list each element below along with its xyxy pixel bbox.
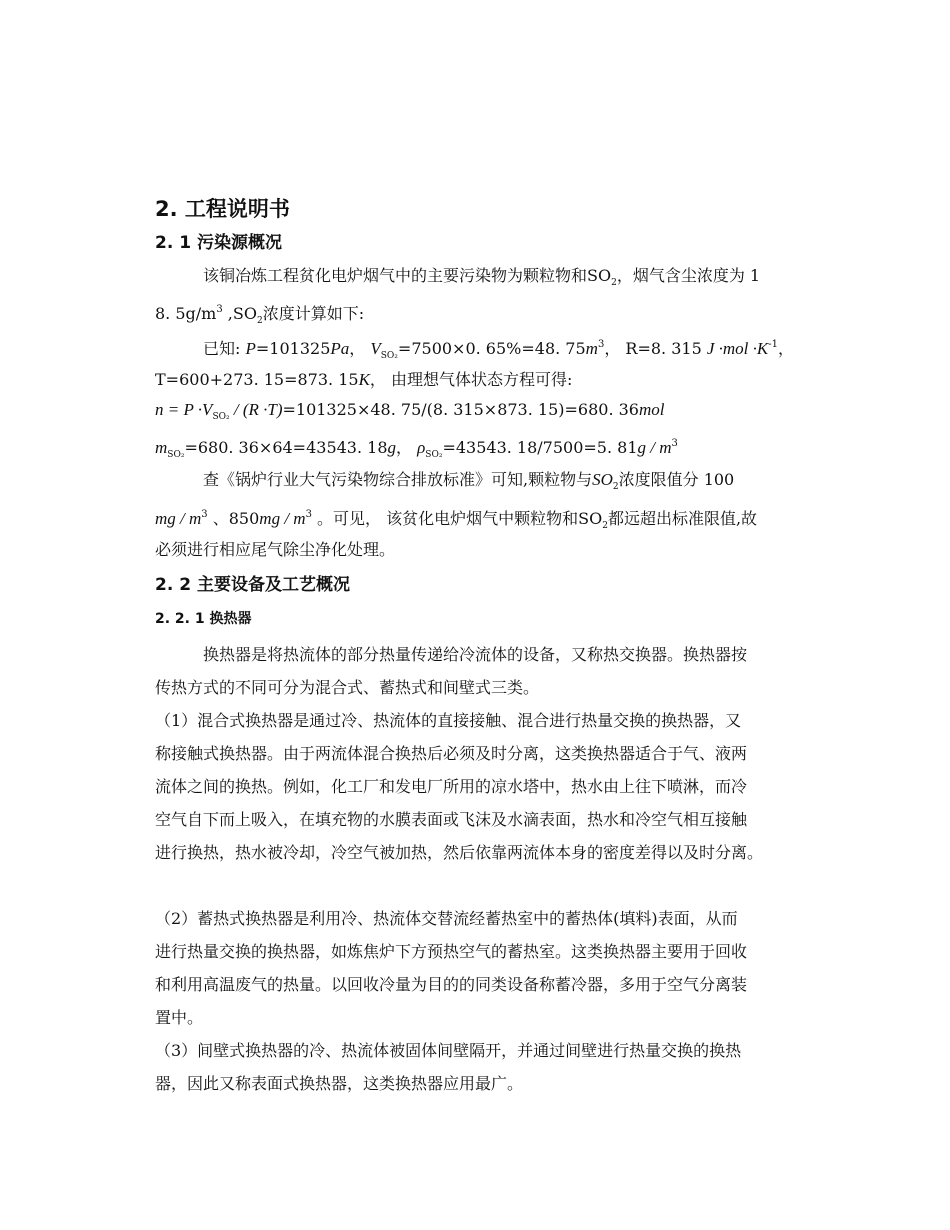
paragraph-line: （1）混合式换热器是通过冷、热流体的直接接触、混合进行热量交换的换热器，又: [155, 711, 742, 730]
paragraph-line: （2）蓄热式换热器是利用冷、热流体交替流经蓄热室中的蓄热体(填料)表面，从而: [155, 909, 738, 928]
paragraph-line: 必须进行相应尾气除尘净化处理。: [155, 540, 396, 559]
paragraph-line: 称接触式换热器。由于两流体混合换热后必须及时分离，这类换热器适合于气、液两: [155, 744, 748, 763]
moles-equation: $n = P \cdot V_{SO_2} / (R \cdot T)=101325\times 48$. 75/(8. 315×873. 15)=680. 36mol: [155, 400, 665, 422]
mass-density-equation: $m_{SO_2}=680$. 36×64=43543. 18g， $\rho_{SO_2}=43543$. 18/7500=5. $81g / m^3$: [155, 438, 678, 460]
paragraph-line: 置中。: [155, 1008, 204, 1027]
paragraph-line: 器，因此又称表面式换热器，这类换热器应用最广。: [155, 1074, 524, 1093]
section-title: 2. 工程说明书: [155, 197, 290, 221]
subsection-title-2-2-1: 2. 2. 1 换热器: [155, 611, 252, 627]
paragraph-line: 查《锅炉行业大气污染物综合排放标准》可知,颗粒物与$SO_2$浓度限值分 100: [203, 470, 735, 492]
paragraph-line: 传热方式的不同可分为混合式、蓄热式和间壁式三类。: [155, 678, 540, 697]
known-values-line: 已知: P=101325Pa， $V_{SO_2}=7500\times 0$. 65%=48. $75m^3$， R=8. 315 $J \cdot mol \cdot K^{-1}$，: [203, 339, 795, 361]
paragraph-line: 空气自下而上吸入，在填充物的水膜表面或飞沫及水滴表面，热水和冷空气相互接触: [155, 810, 748, 829]
paragraph-line: 和利用高温废气的热量。以回收冷量为目的的同类设备称蓄冷器，多用于空气分离装: [155, 975, 748, 994]
subsection-title-2-1: 2. 1 污染源概况: [155, 233, 282, 253]
subsection-title-2-2: 2. 2 主要设备及工艺概况: [155, 575, 350, 595]
paragraph-line: 进行换热，热水被冷却，冷空气被加热，然后依靠两流体本身的密度差得以及时分离。: [155, 843, 764, 862]
paragraph-line: （3）间壁式换热器的冷、热流体被固体间壁隔开，并通过间壁进行热量交换的换热: [155, 1041, 742, 1060]
paragraph-line: 该铜冶炼工程贫化电炉烟气中的主要污染物为颗粒物和$SO_2$，烟气含尘浓度为 1: [203, 266, 761, 288]
temperature-line: T=600+273. 15=873. 15K， 由理想气体状态方程可得:: [155, 370, 573, 389]
paragraph-line: 流体之间的换热。例如，化工厂和发电厂所用的凉水塔中，热水由上往下喷淋，而冷: [155, 777, 748, 796]
paragraph-line: 8. $5g/m^3$ $,SO_2$浓度计算如下:: [155, 304, 365, 326]
paragraph-line: 进行热量交换的换热器，如炼焦炉下方预热空气的蓄热室。这类换热器主要用于回收: [155, 942, 748, 961]
paragraph-line: 换热器是将热流体的部分热量传递给冷流体的设备，又称热交换器。换热器按: [203, 645, 748, 664]
paragraph-line: mg / $m^3$ 、$850mg / m^3$ 。可见， 该贫化电炉烟气中颗粒物和$SO_2$都远超出标准限值,故: [155, 509, 758, 531]
